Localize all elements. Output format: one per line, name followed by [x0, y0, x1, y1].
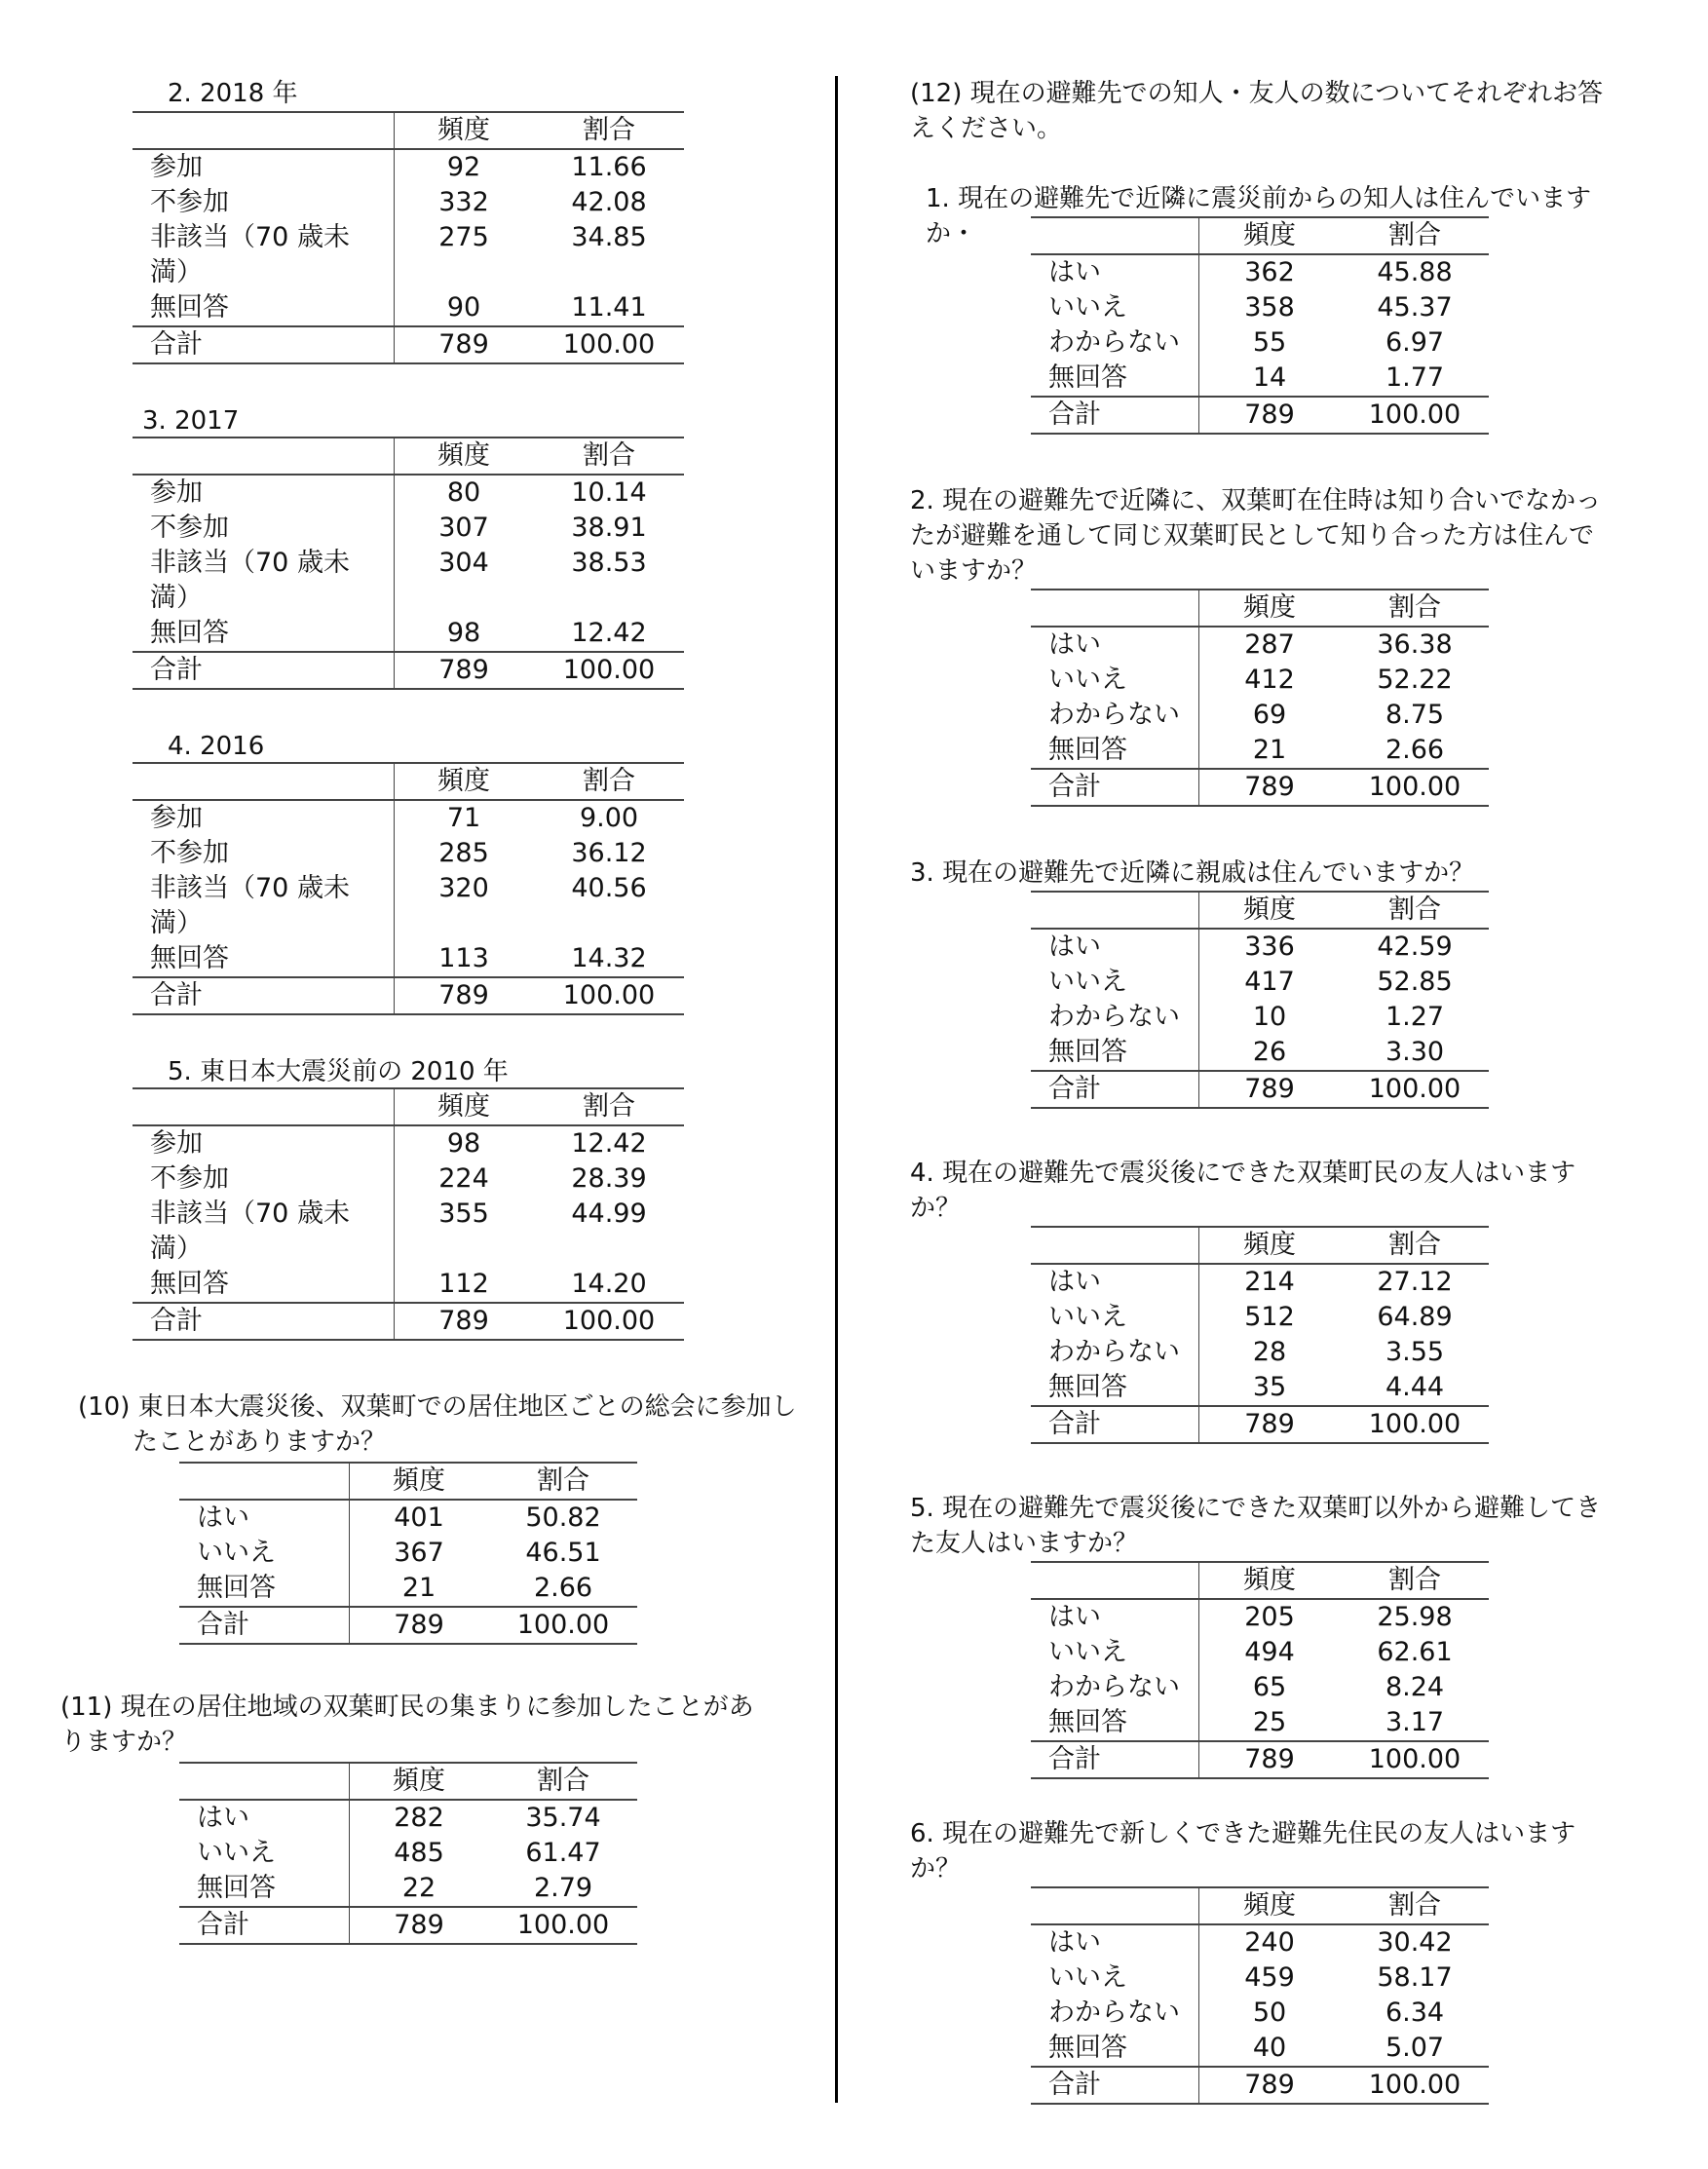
row-pct: 2.79	[533, 1873, 593, 1903]
total-label: 合計	[1048, 772, 1101, 802]
question-12-heading: (12) 現在の避難先での知人・友人の数についてそれぞれお答えください。	[910, 79, 1604, 143]
row-pct: 11.66	[571, 152, 647, 182]
row-pct: 14.20	[571, 1269, 647, 1299]
table-row	[179, 1801, 637, 1836]
row-pct: 36.38	[1377, 629, 1453, 660]
row-freq: 287	[1244, 629, 1295, 660]
table-row	[1031, 698, 1489, 733]
row-label: 不参加	[150, 838, 229, 868]
table-total-row	[133, 1302, 684, 1341]
table-header-row	[1031, 891, 1489, 930]
total-freq: 789	[1244, 400, 1295, 430]
total-pct: 100.00	[1368, 400, 1461, 430]
row-pct: 30.42	[1377, 1927, 1453, 1958]
table-row	[133, 1197, 684, 1267]
row-freq: 412	[1244, 665, 1295, 695]
table-header-row	[1031, 1886, 1489, 1925]
row-freq: 332	[438, 187, 489, 217]
total-pct: 100.00	[562, 980, 656, 1010]
table-row	[133, 511, 684, 546]
row-freq: 10	[1252, 1002, 1287, 1032]
table-row	[1031, 965, 1489, 1000]
row-label: わからない	[1048, 1337, 1180, 1367]
table-2016	[133, 762, 684, 1015]
table-total-row	[1031, 768, 1489, 807]
table-row	[1031, 1705, 1489, 1740]
row-label: 無回答	[150, 943, 229, 973]
total-label: 合計	[150, 329, 203, 360]
row-label: はい	[197, 1503, 249, 1533]
row-label: 参加	[150, 477, 203, 508]
row-freq: 65	[1252, 1672, 1287, 1702]
row-label: 無回答	[197, 1573, 276, 1603]
row-label: いいえ	[197, 1538, 276, 1568]
table-row	[1031, 255, 1489, 290]
total-pct: 100.00	[516, 1610, 610, 1640]
table-total-row	[1031, 1070, 1489, 1109]
row-pct: 35.74	[525, 1803, 601, 1833]
table-header-row	[133, 1087, 684, 1126]
row-pct: 42.08	[571, 187, 647, 217]
table-s1	[1031, 216, 1489, 435]
row-pct: 12.42	[571, 618, 647, 648]
header-pct: 割合	[583, 115, 635, 145]
table-row	[133, 290, 684, 325]
table-row	[1031, 1925, 1489, 1960]
total-label: 合計	[150, 980, 203, 1010]
header-freq: 頻度	[1243, 592, 1296, 623]
table-row	[1031, 1370, 1489, 1405]
table-row	[1031, 1960, 1489, 1996]
total-label: 合計	[150, 1306, 203, 1336]
table-row	[1031, 1035, 1489, 1070]
row-pct: 25.98	[1377, 1602, 1453, 1632]
row-label: はい	[197, 1803, 249, 1833]
table-row	[133, 871, 684, 941]
row-pct: 36.12	[571, 838, 647, 868]
total-freq: 789	[1244, 1409, 1295, 1439]
row-freq: 417	[1244, 967, 1295, 997]
row-freq: 14	[1252, 362, 1287, 393]
table-header-row	[1031, 589, 1489, 628]
row-label: 参加	[150, 1128, 203, 1159]
row-pct: 52.85	[1377, 967, 1453, 997]
row-freq: 367	[394, 1538, 444, 1568]
table-header-row	[1031, 1561, 1489, 1600]
row-pct: 12.42	[571, 1128, 647, 1159]
total-freq: 789	[438, 980, 489, 1010]
header-pct: 割合	[583, 1091, 635, 1122]
header-pct: 割合	[537, 1465, 589, 1496]
table-row	[133, 1161, 684, 1197]
table-total-row	[1031, 2066, 1489, 2105]
question-11: (11) 現在の居住地域の双葉町民の集まりに参加したことがありますか？	[60, 1693, 754, 1757]
row-pct: 52.22	[1377, 665, 1453, 695]
row-pct: 6.97	[1385, 327, 1445, 358]
total-freq: 789	[394, 1910, 444, 1940]
row-label: いいえ	[1048, 1302, 1127, 1332]
table-q10	[179, 1462, 637, 1645]
row-label: はい	[1048, 1267, 1101, 1297]
row-label: はい	[1048, 1927, 1101, 1958]
row-label: 不参加	[150, 513, 229, 543]
row-label: いいえ	[197, 1838, 276, 1868]
row-label: 非該当（70 歳未満）	[150, 873, 350, 938]
header-freq: 頻度	[437, 440, 490, 471]
row-label: 無回答	[1048, 735, 1127, 765]
table-row	[1031, 361, 1489, 396]
table-header-row	[133, 762, 684, 801]
row-freq: 275	[438, 222, 489, 252]
row-pct: 64.89	[1377, 1302, 1453, 1332]
table-row	[1031, 1600, 1489, 1635]
total-label: 合計	[1048, 400, 1101, 430]
sub-question-6: 6. 現在の避難先で新しくできた避難先住民の友人はいますか？	[910, 1819, 1576, 1884]
question-10: (10) 東日本大震災後、双葉町での居住地区ごとの総会に参加したことがありますか？	[78, 1392, 797, 1457]
sub-question-1: 1. 現在の避難先で近隣に震災前からの知人は住んでいますか・	[926, 184, 1592, 248]
table-row	[1031, 663, 1489, 698]
row-freq: 401	[394, 1503, 444, 1533]
row-pct: 34.85	[571, 222, 647, 252]
total-freq: 789	[1244, 2070, 1295, 2100]
row-pct: 42.59	[1377, 932, 1453, 962]
table-2017	[133, 437, 684, 690]
table-row	[133, 1126, 684, 1161]
row-label: わからない	[1048, 1672, 1180, 1702]
row-label: 非該当（70 歳未満）	[150, 548, 350, 613]
row-pct: 2.66	[533, 1573, 593, 1603]
table-title-2018: 2. 2018 年	[168, 79, 298, 108]
total-pct: 100.00	[1368, 1074, 1461, 1104]
row-label: いいえ	[1048, 1637, 1127, 1667]
row-freq: 494	[1244, 1637, 1295, 1667]
row-pct: 27.12	[1377, 1267, 1453, 1297]
total-pct: 100.00	[562, 329, 656, 360]
row-pct: 6.34	[1385, 1998, 1445, 2028]
table-row	[133, 941, 684, 976]
row-freq: 358	[1244, 292, 1295, 323]
total-pct: 100.00	[1368, 772, 1461, 802]
total-freq: 789	[1244, 1074, 1295, 1104]
table-row	[179, 1836, 637, 1871]
row-pct: 58.17	[1377, 1962, 1453, 1993]
total-label: 合計	[197, 1610, 249, 1640]
row-label: 無回答	[197, 1873, 276, 1903]
total-freq: 789	[438, 1306, 489, 1336]
table-row	[1031, 1000, 1489, 1035]
row-freq: 240	[1244, 1927, 1295, 1958]
total-label: 合計	[1048, 2070, 1101, 2100]
header-pct: 割合	[1388, 220, 1441, 250]
row-label: 無回答	[1048, 1707, 1127, 1737]
sub-question-4: 4. 現在の避難先で震災後にできた双葉町民の友人はいますか？	[910, 1159, 1576, 1223]
row-freq: 25	[1252, 1707, 1287, 1737]
row-pct: 2.66	[1385, 735, 1445, 765]
row-pct: 46.51	[525, 1538, 601, 1568]
table-s2	[1031, 589, 1489, 807]
table-row	[133, 546, 684, 616]
table-total-row	[1031, 1740, 1489, 1779]
table-row	[1031, 1265, 1489, 1300]
row-freq: 40	[1252, 2033, 1287, 2063]
header-freq: 頻度	[393, 1465, 445, 1496]
header-freq: 頻度	[1243, 894, 1296, 925]
table-row	[133, 616, 684, 651]
table-total-row	[1031, 1405, 1489, 1444]
total-pct: 100.00	[562, 655, 656, 685]
header-freq: 頻度	[437, 766, 490, 796]
row-label: 無回答	[1048, 2033, 1127, 2063]
row-label: 無回答	[150, 618, 229, 648]
row-freq: 112	[438, 1269, 489, 1299]
row-pct: 9.00	[579, 803, 639, 833]
row-label: 無回答	[1048, 1037, 1127, 1067]
table-total-row	[179, 1906, 637, 1945]
table-row	[1031, 733, 1489, 768]
row-freq: 285	[438, 838, 489, 868]
row-pct: 3.30	[1385, 1037, 1445, 1067]
header-freq: 頻度	[437, 115, 490, 145]
total-freq: 789	[438, 329, 489, 360]
row-label: 無回答	[150, 1269, 229, 1299]
table-row	[1031, 1300, 1489, 1335]
total-label: 合計	[1048, 1074, 1101, 1104]
table-q11	[179, 1762, 637, 1945]
row-pct: 3.17	[1385, 1707, 1445, 1737]
row-label: わからない	[1048, 1998, 1180, 2028]
row-label: いいえ	[1048, 1962, 1127, 1993]
table-header-row	[179, 1762, 637, 1801]
row-freq: 205	[1244, 1602, 1295, 1632]
row-label: わからない	[1048, 700, 1180, 730]
row-freq: 69	[1252, 700, 1287, 730]
row-freq: 459	[1244, 1962, 1295, 1993]
total-label: 合計	[150, 655, 203, 685]
row-pct: 14.32	[571, 943, 647, 973]
table-s4	[1031, 1226, 1489, 1444]
sub-question-3: 3. 現在の避難先で近隣に親戚は住んでいますか？	[910, 858, 1475, 888]
header-freq: 頻度	[1243, 1565, 1296, 1595]
row-freq: 28	[1252, 1337, 1287, 1367]
table-row	[133, 801, 684, 836]
row-pct: 38.91	[571, 513, 647, 543]
table-header-row	[1031, 1226, 1489, 1265]
row-label: 非該当（70 歳未満）	[150, 222, 350, 287]
total-pct: 100.00	[562, 1306, 656, 1336]
table-row	[133, 185, 684, 220]
row-pct: 4.44	[1385, 1372, 1445, 1402]
table-row	[1031, 2031, 1489, 2066]
row-freq: 282	[394, 1803, 444, 1833]
column-divider	[835, 76, 838, 2103]
table-header-row	[1031, 216, 1489, 255]
row-label: 無回答	[150, 292, 229, 323]
table-row	[1031, 290, 1489, 325]
row-freq: 224	[438, 1163, 489, 1194]
table-row	[133, 1267, 684, 1302]
row-pct: 10.14	[571, 477, 647, 508]
table-row	[133, 836, 684, 871]
row-freq: 50	[1252, 1998, 1287, 2028]
table-2018	[133, 111, 684, 364]
table-s6	[1031, 1886, 1489, 2105]
header-pct: 割合	[583, 440, 635, 471]
row-pct: 1.27	[1385, 1002, 1445, 1032]
header-pct: 割合	[537, 1766, 589, 1796]
table-row	[133, 476, 684, 511]
row-freq: 336	[1244, 932, 1295, 962]
total-freq: 789	[1244, 1744, 1295, 1774]
table-header-row	[133, 437, 684, 476]
row-freq: 320	[438, 873, 489, 903]
row-label: 無回答	[1048, 362, 1127, 393]
table-title-2010: 5. 東日本大震災前の 2010 年	[168, 1057, 509, 1086]
table-total-row	[179, 1606, 637, 1645]
header-freq: 頻度	[437, 1091, 490, 1122]
row-freq: 22	[401, 1873, 436, 1903]
row-label: はい	[1048, 1602, 1101, 1632]
header-freq: 頻度	[393, 1766, 445, 1796]
row-pct: 45.88	[1377, 257, 1453, 287]
table-row	[1031, 1670, 1489, 1705]
row-label: わからない	[1048, 1002, 1180, 1032]
row-pct: 1.77	[1385, 362, 1445, 393]
total-label: 合計	[197, 1910, 249, 1940]
table-2010	[133, 1087, 684, 1341]
table-row	[1031, 1335, 1489, 1370]
row-label: はい	[1048, 932, 1101, 962]
row-freq: 55	[1252, 327, 1287, 358]
row-freq: 307	[438, 513, 489, 543]
row-pct: 28.39	[571, 1163, 647, 1194]
row-label: 参加	[150, 152, 203, 182]
row-freq: 90	[446, 292, 481, 323]
row-freq: 98	[446, 1128, 481, 1159]
row-label: わからない	[1048, 327, 1180, 358]
row-label: 無回答	[1048, 1372, 1127, 1402]
total-label: 合計	[1048, 1744, 1101, 1774]
row-freq: 485	[394, 1838, 444, 1868]
total-pct: 100.00	[1368, 2070, 1461, 2100]
total-pct: 100.00	[1368, 1409, 1461, 1439]
row-freq: 113	[438, 943, 489, 973]
row-pct: 44.99	[571, 1199, 647, 1229]
total-pct: 100.00	[516, 1910, 610, 1940]
total-freq: 789	[438, 655, 489, 685]
sub-question-2: 2. 現在の避難先で近隣に、双葉町在住時は知り合いでなかったが避難を通して同じ双葉町民として知り合った方は住んでいますか？	[910, 486, 1602, 586]
row-freq: 512	[1244, 1302, 1295, 1332]
table-row	[1031, 930, 1489, 965]
sub-question-5: 5. 現在の避難先で震災後にできた双葉町以外から避難してきた友人はいますか？	[910, 1494, 1602, 1558]
row-freq: 71	[446, 803, 481, 833]
table-row	[133, 220, 684, 290]
table-row	[1031, 1635, 1489, 1670]
row-label: いいえ	[1048, 292, 1127, 323]
table-header-row	[179, 1462, 637, 1501]
table-total-row	[1031, 396, 1489, 435]
header-pct: 割合	[1388, 1890, 1441, 1921]
header-pct: 割合	[1388, 1230, 1441, 1260]
row-pct: 3.55	[1385, 1337, 1445, 1367]
row-freq: 362	[1244, 257, 1295, 287]
table-s5	[1031, 1561, 1489, 1779]
total-freq: 789	[1244, 772, 1295, 802]
header-pct: 割合	[1388, 592, 1441, 623]
table-row	[179, 1536, 637, 1571]
row-pct: 8.75	[1385, 700, 1445, 730]
row-pct: 50.82	[525, 1503, 601, 1533]
header-pct: 割合	[583, 766, 635, 796]
table-header-row	[133, 111, 684, 150]
total-freq: 789	[394, 1610, 444, 1640]
table-row	[179, 1871, 637, 1906]
header-freq: 頻度	[1243, 220, 1296, 250]
total-pct: 100.00	[1368, 1744, 1461, 1774]
row-label: 不参加	[150, 1163, 229, 1194]
row-freq: 35	[1252, 1372, 1287, 1402]
row-label: はい	[1048, 629, 1101, 660]
row-freq: 214	[1244, 1267, 1295, 1297]
row-pct: 40.56	[571, 873, 647, 903]
header-pct: 割合	[1388, 894, 1441, 925]
header-freq: 頻度	[1243, 1230, 1296, 1260]
row-pct: 11.41	[571, 292, 647, 323]
row-freq: 80	[446, 477, 481, 508]
row-pct: 8.24	[1385, 1672, 1445, 1702]
row-freq: 92	[446, 152, 481, 182]
row-pct: 62.61	[1377, 1637, 1453, 1667]
row-freq: 26	[1252, 1037, 1287, 1067]
table-row	[179, 1501, 637, 1536]
table-total-row	[133, 976, 684, 1015]
table-title-2016: 4. 2016	[168, 732, 265, 761]
row-label: 参加	[150, 803, 203, 833]
table-row	[1031, 628, 1489, 663]
row-label: 非該当（70 歳未満）	[150, 1199, 350, 1264]
total-label: 合計	[1048, 1409, 1101, 1439]
row-pct: 5.07	[1385, 2033, 1445, 2063]
header-freq: 頻度	[1243, 1890, 1296, 1921]
row-freq: 98	[446, 618, 481, 648]
row-freq: 355	[438, 1199, 489, 1229]
table-total-row	[133, 651, 684, 690]
header-pct: 割合	[1388, 1565, 1441, 1595]
row-pct: 38.53	[571, 548, 647, 578]
table-title-2017: 3. 2017	[142, 406, 240, 436]
row-label: いいえ	[1048, 665, 1127, 695]
row-freq: 304	[438, 548, 489, 578]
table-row	[179, 1571, 637, 1606]
row-pct: 61.47	[525, 1838, 601, 1868]
table-row	[1031, 1996, 1489, 2031]
row-freq: 21	[1252, 735, 1287, 765]
row-label: 不参加	[150, 187, 229, 217]
row-pct: 45.37	[1377, 292, 1453, 323]
row-label: はい	[1048, 257, 1101, 287]
row-freq: 21	[401, 1573, 436, 1603]
table-row	[1031, 325, 1489, 361]
table-total-row	[133, 325, 684, 364]
table-s3	[1031, 891, 1489, 1109]
row-label: いいえ	[1048, 967, 1127, 997]
table-row	[133, 150, 684, 185]
